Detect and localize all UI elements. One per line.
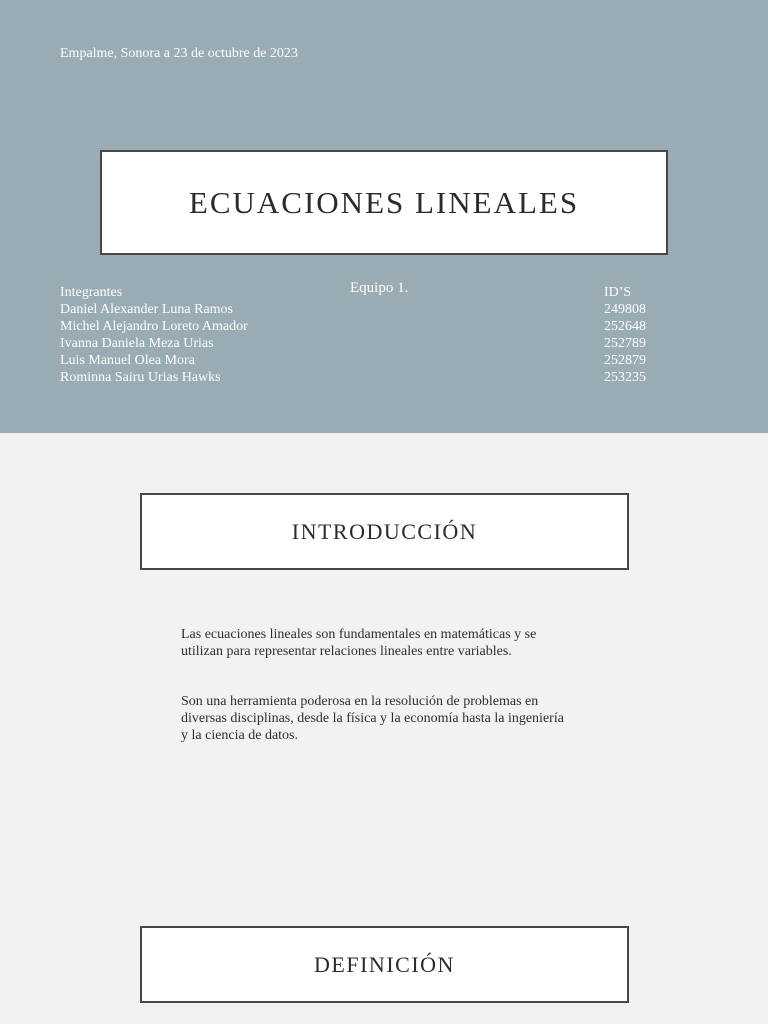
team-label: Equipo 1. [350,280,409,296]
member-id: 252879 [604,353,646,368]
member-name: Ivanna Daniela Meza Urias [60,336,214,351]
title-box [100,150,668,255]
member-id: 249808 [604,302,646,317]
document-title: ECUACIONES LINEALES [188,184,580,220]
member-name: Michel Alejandro Loreto Amador [60,319,248,334]
member-id: 252789 [604,336,646,351]
member-name: Rominna Sairu Urias Hawks [60,370,221,385]
definition-heading-box [140,926,629,1003]
cover-section [0,0,768,433]
members-header: Integrantes [60,285,123,300]
introduction-paragraph: Las ecuaciones lineales son fundamentales en matemáticas y se utilizan para representar relaciones lineales entre variables. [181,627,537,659]
member-name: Luis Manuel Olea Mora [60,353,195,368]
introduction-paragraph: Son una herramienta poderosa en la resolución de problemas en diversas disciplinas, desde la física y la economía hasta la ingeniería y la ciencia de datos. [181,694,564,743]
definition-heading: DEFINICIÓN [314,951,455,977]
member-name: Daniel Alexander Luna Ramos [60,302,234,317]
date-line: Empalme, Sonora a 23 de octubre de 2023 [60,46,298,61]
ids-list [604,284,646,386]
ids-header: ID’S [604,285,632,300]
members-list [60,284,248,386]
member-id: 253235 [604,370,646,385]
introduction-heading-box [140,493,629,570]
member-id: 252648 [604,319,646,334]
introduction-heading: INTRODUCCIÓN [291,518,478,544]
